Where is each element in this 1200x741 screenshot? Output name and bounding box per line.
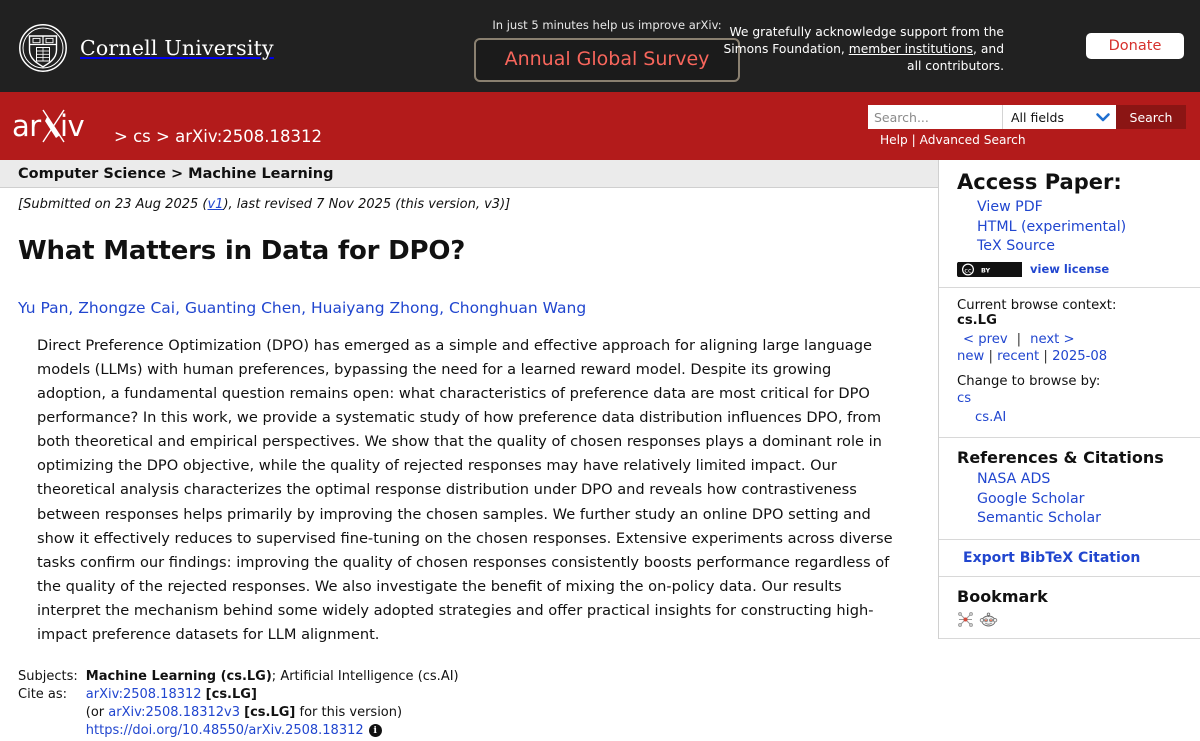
version-category: [cs.LG] <box>244 704 296 720</box>
access-paper-heading: Access Paper: <box>957 170 1122 194</box>
search-area <box>868 105 1188 147</box>
license-row <box>957 262 1200 277</box>
cornell-seal-icon <box>18 23 68 73</box>
bookmark-section <box>939 577 1200 639</box>
doi-link[interactable]: https://doi.org/10.48550/arXiv.2508.18312 <box>85 722 364 738</box>
browse-prev-next-nav <box>957 332 1200 347</box>
breadcrumb-arxiv-id: arXiv:2508.18312 <box>175 127 323 146</box>
arxiv-banner <box>0 92 1200 160</box>
annual-global-survey-button[interactable]: Annual Global Survey <box>474 38 740 82</box>
subject-sep: ; <box>271 668 281 684</box>
prev-link[interactable]: < prev <box>963 331 1008 347</box>
donate-button[interactable]: Donate <box>1086 33 1184 59</box>
abstract-text: Direct Preference Optimization (DPO) has emerged as a simple and effective approach for aligning large language models (LLMs) with human preferences, bypassing the need for a learned reward model. Despite its growing adoption, a fundamental question remains open: what characteristics of preference data are most critical for DPO performance? In this work, we provide a systematic study of how preference data distribution influences DPO, from both theoretical and empirical perspectives. We show that the quality of chosen responses plays a dominant role in optimizing the DPO objective, while the quality of rejected responses may have relatively limited impact. Our theoretical analysis characterizes the optimal response distribution under DPO and reveals how contrastiveness between responses helps primarily by improving the chosen samples. We further study an online DPO setting and show it effectively reduces to supervised fine-tuning on the chosen responses. Extensive experiments across diverse tasks confirm our findings: improving the quality of chosen responses consistently boosts performance regardless of the quality of the rejected responses. We also investigate the benefit of mixing the on-policy data. Our results interpret the mechanism behind some widely adopted strategies and offer practical insights for constructing high-impact preference datasets for LLM alignment. <box>37 336 893 643</box>
subjects-value <box>86 669 459 687</box>
bookmark-heading: Bookmark <box>957 587 1048 607</box>
author-link[interactable]: Yu Pan <box>18 298 69 317</box>
export-bibtex-citation-link[interactable]: Export BibTeX Citation <box>963 550 1141 567</box>
cite-as-label: Cite as: <box>18 686 68 702</box>
access-paper-section <box>939 160 1200 288</box>
cornell-header <box>0 0 1200 92</box>
breadcrumb-archive-link[interactable]: cs <box>133 127 151 146</box>
search-input[interactable] <box>868 105 1002 129</box>
support-line-3: , and <box>973 41 1004 56</box>
paper-metadata <box>18 669 459 741</box>
cite-as-value <box>86 687 459 705</box>
links-separator: | <box>911 133 916 147</box>
browse-by-cs-ai-link[interactable]: cs.AI <box>975 409 1007 425</box>
browse-context-label: Current browse context: <box>957 297 1117 313</box>
view-pdf-link[interactable]: View PDF <box>977 199 1043 215</box>
view-license-link[interactable]: view license <box>1030 262 1110 277</box>
info-icon[interactable]: i <box>369 724 382 737</box>
subject-breadcrumb <box>0 160 938 188</box>
subjects-row <box>18 669 459 687</box>
cc-by-badge-icon[interactable] <box>957 262 1021 277</box>
svg-text:ar: ar <box>12 109 41 143</box>
survey-lead-text: In just 5 minutes help us improve arXiv: <box>492 18 722 32</box>
change-browse-label: Change to browse by: <box>957 373 1101 389</box>
google-scholar-link[interactable]: Google Scholar <box>977 490 1085 507</box>
breadcrumb-path <box>114 127 322 146</box>
submission-history <box>0 188 938 212</box>
main-column <box>0 160 938 741</box>
chevron-down-icon <box>1096 113 1110 122</box>
next-link[interactable]: next > <box>1030 331 1075 347</box>
search-field-select[interactable] <box>1002 105 1116 129</box>
reddit-icon[interactable] <box>980 611 997 628</box>
submitted-prefix: [Submitted on 23 Aug 2025 ( <box>18 197 208 212</box>
page-title: What Matters in Data for DPO? <box>18 236 466 267</box>
cite-arxiv-id-link[interactable]: arXiv:2508.18312 <box>85 686 202 702</box>
support-line-1: We gratefully acknowledge support from the <box>729 25 1004 39</box>
version-suffix: for this version) <box>295 704 403 720</box>
author-list <box>0 284 938 318</box>
author-sep: , <box>175 298 185 317</box>
svg-text:BY: BY <box>981 266 991 275</box>
subject-separator: > <box>170 165 184 182</box>
primary-subject: Machine Learning (cs.LG) <box>85 668 272 684</box>
new-listing-link[interactable]: new <box>957 348 985 364</box>
support-acknowledgement <box>704 24 1004 75</box>
cite-category: [cs.LG] <box>205 686 257 702</box>
author-link[interactable]: Zhongze Cai <box>78 298 176 317</box>
advanced-search-link[interactable]: Advanced Search <box>919 133 1026 147</box>
svg-text:iv: iv <box>60 109 85 143</box>
author-link[interactable]: Huaiyang Zhong <box>310 298 440 317</box>
month-listing-link[interactable]: 2025-08 <box>1052 348 1108 364</box>
breadcrumb-sep-1: > <box>114 127 128 146</box>
support-line-2: Simons Foundation, <box>723 41 849 56</box>
subject-secondary-link[interactable]: Machine Learning <box>188 165 334 182</box>
cornell-university-name: Cornell University <box>80 36 274 60</box>
search-help-links <box>868 133 1188 147</box>
breadcrumb-sep-2: > <box>156 127 170 146</box>
references-heading: References & Citations <box>957 448 1164 468</box>
cite-as-row <box>18 687 459 705</box>
author-sep: , <box>439 298 449 317</box>
search-field-selected-value: All fields <box>1011 109 1064 125</box>
arxiv-logo-link[interactable] <box>12 108 106 146</box>
bibtex-export-section <box>939 540 1200 577</box>
subject-primary-link[interactable]: Computer Science <box>18 165 166 182</box>
sidebar <box>938 160 1200 639</box>
change-browse-list <box>957 390 1200 427</box>
member-institutions-link[interactable]: member institutions <box>848 41 974 56</box>
submitted-suffix: ), last revised 7 Nov 2025 (this version, v3)] <box>223 197 511 212</box>
tex-source-link[interactable]: TeX Source <box>977 238 1055 255</box>
search-row <box>868 105 1188 129</box>
version-v1-link[interactable]: v1 <box>207 197 224 212</box>
support-line-4: all contributors. <box>907 58 1004 73</box>
version-arxiv-id-link[interactable]: arXiv:2508.18312v3 <box>108 704 241 720</box>
subjects-label: Subjects: <box>18 668 78 684</box>
nasa-ads-link[interactable]: NASA ADS <box>977 471 1051 488</box>
recent-listing-link[interactable]: recent <box>997 348 1040 364</box>
doi-row <box>18 723 459 741</box>
bibsonomy-icon[interactable] <box>957 611 974 628</box>
survey-block <box>474 18 740 82</box>
bookmark-icon-row <box>957 611 1200 628</box>
browse-listing-nav: new | recent | 2025-08 <box>957 348 1108 364</box>
semantic-scholar-link[interactable]: Semantic Scholar <box>977 510 1102 527</box>
cornell-university-link[interactable] <box>18 23 274 73</box>
search-button[interactable]: Search <box>1116 105 1186 129</box>
version-prefix: (or <box>85 704 109 720</box>
browse-context-section <box>939 288 1200 438</box>
nav-separator: | <box>1016 331 1022 347</box>
secondary-subject: Artificial Intelligence (cs.AI) <box>280 668 459 684</box>
help-link[interactable]: Help <box>880 133 908 147</box>
references-citations-section <box>939 438 1200 540</box>
html-experimental-link[interactable]: HTML (experimental) <box>977 218 1127 235</box>
author-link[interactable]: Chonghuan Wang <box>448 298 587 317</box>
page-body <box>0 160 1200 741</box>
version-row <box>18 705 459 723</box>
author-sep: , <box>68 298 79 317</box>
browse-by-cs-link[interactable]: cs <box>957 390 972 406</box>
doi-value <box>86 723 459 741</box>
author-link[interactable]: Guanting Chen <box>184 298 302 317</box>
browse-context-category: cs.LG <box>957 312 997 328</box>
version-value <box>86 705 459 723</box>
author-sep: , <box>301 298 311 317</box>
svg-text:cc: cc <box>964 266 972 275</box>
arxiv-logo-breadcrumb <box>12 108 322 150</box>
